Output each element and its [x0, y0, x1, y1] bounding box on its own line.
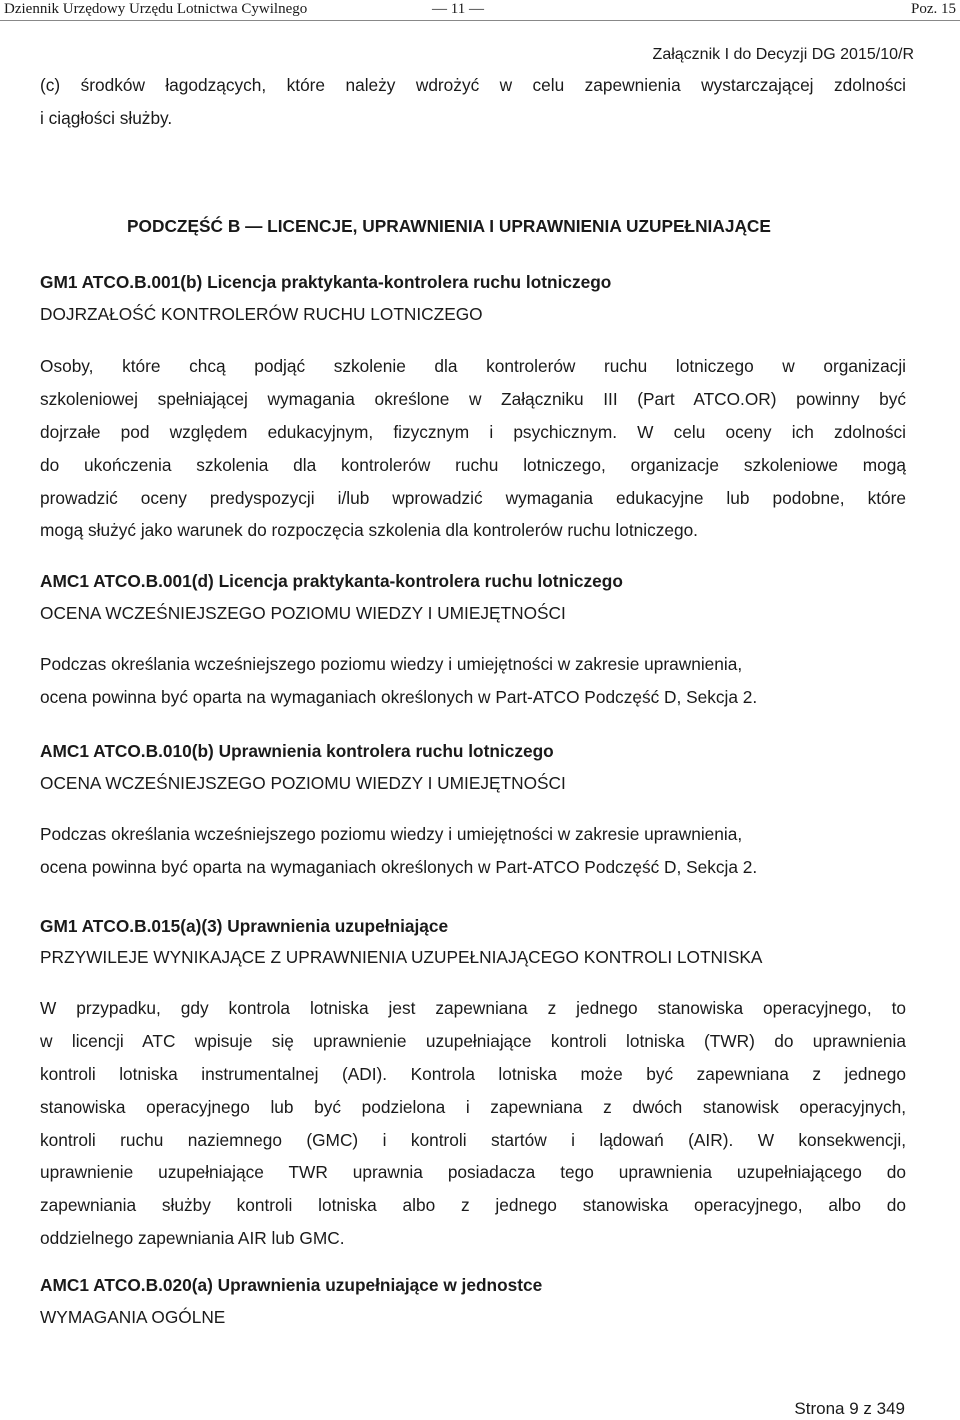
- text-line: do ukończenia szkolenia dla kontrolerów ruchu lotniczego, organizacje szkoleniowe mogą: [40, 454, 906, 475]
- section-subheading: WYMAGANIA OGÓLNE: [40, 1307, 226, 1327]
- journal-header: [0, 0, 960, 22]
- header-rule: [0, 20, 960, 21]
- section-heading: AMC1 ATCO.B.020(a) Uprawnienia uzupełniające w jednostce: [40, 1275, 543, 1295]
- section-subheading: OCENA WCZEŚNIEJSZEGO POZIOMU WIEDZY I UMIEJĘTNOŚCI: [40, 773, 566, 793]
- text-line: mogą służyć jako warunek do rozpoczęcia szkolenia dla kontrolerów ruchu lotniczego.: [40, 520, 698, 541]
- position-number: Poz. 15: [911, 1, 956, 17]
- text-line: ocena powinna być oparta na wymaganiach określonych w Part-ATCO Podczęść D, Sekcja 2.: [40, 856, 758, 877]
- section-subheading: DOJRZAŁOŚĆ KONTROLERÓW RUCHU LOTNICZEGO: [40, 304, 483, 324]
- part-title: PODCZĘŚĆ B — LICENCJE, UPRAWNIENIA I UPRAWNIENIA UZUPEŁNIAJĄCE: [127, 216, 771, 236]
- text-line: kontroli lotniska instrumentalnej (ADI). Kontrola lotniska może być zapewniana z jednego: [40, 1063, 906, 1084]
- text-line: szkoleniowej spełniającej wymagania określone w Załączniku III (Part ATCO.OR) powinny być: [40, 388, 906, 409]
- section-heading: AMC1 ATCO.B.001(d) Licencja praktykanta-kontrolera ruchu lotniczego: [40, 571, 623, 591]
- section-body: [40, 818, 906, 884]
- text-line: zapewniania służby kontroli lotniska albo z jednego stanowiska operacyjnego, albo do: [40, 1195, 906, 1216]
- section-body: [40, 648, 906, 714]
- text-line: Osoby, które chcą podjąć szkolenie dla kontrolerów ruchu lotniczego w organizacji: [40, 356, 906, 376]
- page-footer: Strona 9 z 349: [794, 1399, 905, 1418]
- intro-paragraph: [40, 69, 906, 135]
- section-subheading: PRZYWILEJE WYNIKAJĄCE Z UPRAWNIENIA UZUPEŁNIAJĄCEGO KONTROLI LOTNISKA: [40, 947, 763, 967]
- section-body: [40, 992, 906, 1255]
- text-line: dojrzałe pod względem edukacyjnym, fizycznym i psychicznym. W celu oceny ich zdolności: [40, 421, 906, 442]
- text-line: w licencji ATC wpisuje się uprawnienie uzupełniające kontroli lotniska (TWR) do uprawnienia: [40, 1030, 906, 1051]
- section-heading: GM1 ATCO.B.015(a)(3) Uprawnienia uzupełniające: [40, 916, 449, 936]
- text-line: Podczas określania wcześniejszego poziomu wiedzy i umiejętności w zakresie uprawnienia,: [40, 654, 743, 674]
- section-heading: GM1 ATCO.B.001(b) Licencja praktykanta-kontrolera ruchu lotniczego: [40, 272, 612, 292]
- text-line: prowadzić oceny predyspozycji i/lub wprowadzić wymagania edukacyjne lub podobne, które: [40, 487, 906, 508]
- text-line: (c) środków łagodzących, które należy wdrożyć w celu zapewnienia wystarczającej zdolności: [40, 75, 906, 95]
- section-body: [40, 350, 906, 547]
- text-line: kontroli ruchu naziemnego (GMC) i kontroli startów i lądowań (AIR). W konsekwencji,: [40, 1129, 906, 1150]
- page-number-header: — 11 —: [432, 1, 484, 17]
- text-line: Podczas określania wcześniejszego poziomu wiedzy i umiejętności w zakresie uprawnienia,: [40, 824, 743, 844]
- text-line: ocena powinna być oparta na wymaganiach określonych w Part-ATCO Podczęść D, Sekcja 2.: [40, 686, 758, 707]
- annex-label: Załącznik I do Decyzji DG 2015/10/R: [652, 46, 914, 63]
- section-subheading: OCENA WCZEŚNIEJSZEGO POZIOMU WIEDZY I UMIEJĘTNOŚCI: [40, 603, 566, 623]
- text-line: oddzielnego zapewniania AIR lub GMC.: [40, 1228, 345, 1249]
- section-heading: AMC1 ATCO.B.010(b) Uprawnienia kontrolera ruchu lotniczego: [40, 741, 554, 761]
- text-line: W przypadku, gdy kontrola lotniska jest zapewniana z jednego stanowiska operacyjnego, to: [40, 998, 906, 1018]
- journal-title: Dziennik Urzędowy Urzędu Lotnictwa Cywilnego: [4, 1, 308, 17]
- text-line: stanowiska operacyjnego lub być podzielona i zapewniana z dwóch stanowisk operacyjnych,: [40, 1096, 906, 1117]
- text-line: i ciągłości służby.: [40, 107, 173, 128]
- text-line: uprawnienie uzupełniające TWR uprawnia posiadacza tego uprawnienia uzupełniającego do: [40, 1162, 906, 1183]
